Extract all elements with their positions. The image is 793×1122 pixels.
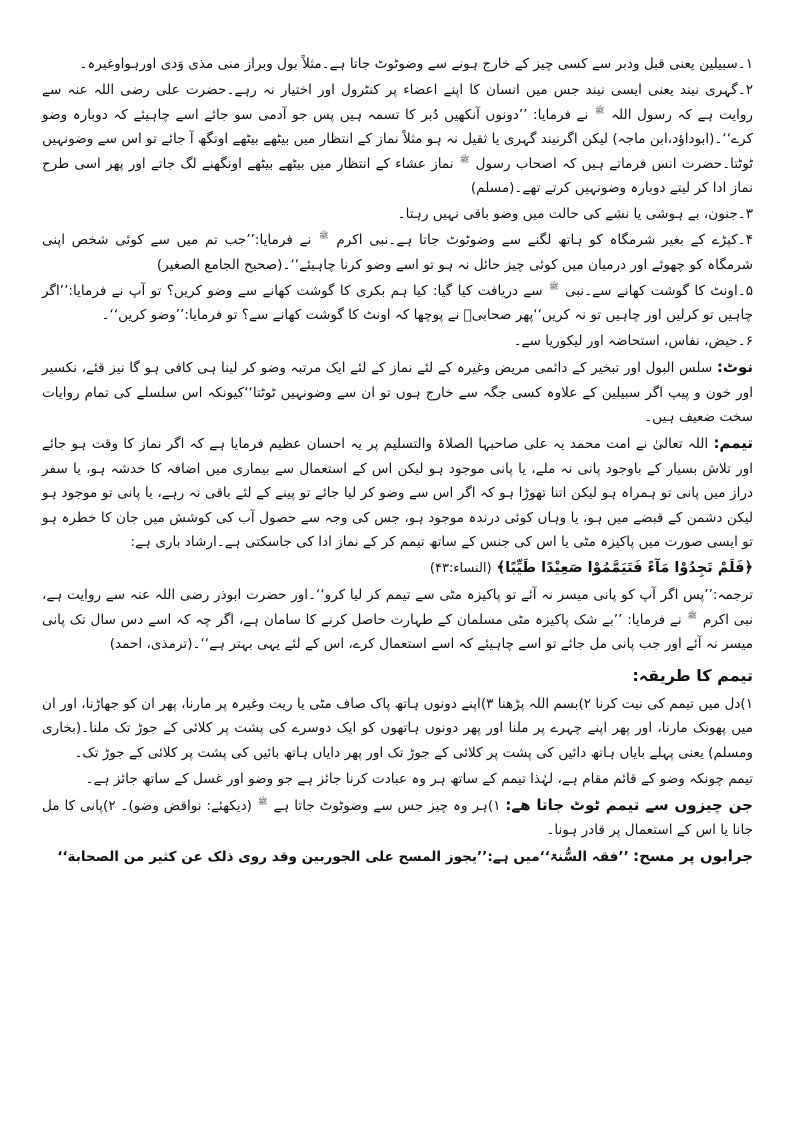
salutation-mark: ﷺ [459,154,470,164]
paragraph-socks [42,844,753,870]
text-camel-meat-b: سے دریافت کیا گیا: کیا ہم بکری کا گوشت کھانے سے وضو کریں؟ تو آپ نے فرمایا:’’اگر چاہیں تو کرلیں اور چاہیں تو نہ کریں‘‘پھر صحابیؓ نے پوچھا کہ اونٹ کا گوشت کھانے سے؟ تو فرمایا:’’وضو کریں‘‘۔ [42,282,753,323]
salutation-mark: ﷺ [257,796,268,806]
note-label: نوٹ: [716,358,753,376]
text-breakers-b: (دیکھئے: نواقض وضو)۔ ۲)پانی کا مل جانا یا اس کے استعمال پر قادر ہونا۔ [42,797,753,838]
salutation-mark: ﷺ [687,610,698,620]
text-deep-sleep-a: ۲۔گہری نیند یعنی ایسی نیند جس میں انسان کا اپنے اعضاء پر کنٹرول اور اختیار نہ رہے۔حضرت علی رضی اللہ عنہ سے روایت ہے کہ رسول اللہ [42,82,753,123]
paragraph-note [42,355,753,430]
text-sabeelain: ۱۔سبیلین یعنی قبل ودبر سے کسی چیز کے خارج ہونے سے وضوٹوٹ جاتا ہے۔مثلاً بول وبراز منی مذی وَدی اورہواوغیرہ۔ [79,56,753,72]
text-substitute: تیمم چونکہ وضو کے قائم مقام ہے، لہٰذا تیمم کے ساتھ ہر وہ عبادت کرنا جائز ہے جو وضو اور غسل کے ساتھ جائز ہے۔ [85,770,753,787]
quran-verse [42,556,753,581]
text-touching-a: ۴۔کپڑے کے بغیر شرمگاہ کو ہاتھ لگنے سے وضوٹوٹ جاتا ہے۔نبی اکرم [336,232,754,248]
tayammum-label: تیمم: [713,434,754,452]
paragraph-sabeelain [42,52,753,77]
text-method: ۱)دل میں تیمم کی نیت کرنا ۲)بسم اللہ پڑھنا ۳)اپنے دونوں ہاتھ پاک صاف مٹی یا ریت وغیرہ پر مارنا، پھر ان کو جھاڑنا، اور ان میں پھونک مارنا، اور پھر اپنے چہرے پر ملنا اور پھر دونوں ہاتھوں کو ایک دوسرے کی پشت پر کلائی کے جوڑ تک ملنا۔(بخاری ومسلم) یعنی پہلے بایاں ہاتھ دائیں کی پشت پر کلائی کے جوڑ تک اور پھر دایاں ہاتھ بائیں کی پشت پر کلائی کے جوڑ تک۔ [41,695,753,761]
text-insanity: ۳۔جنون، بے ہوشی یا نشے کی حالت میں وضو باقی نہیں رہتا۔ [397,206,753,222]
verse-reference: (النساء:۴۳) [429,561,492,576]
text-camel-meat-a: ۵۔اونٹ کا گوشت کھانے سے۔نبی [565,282,754,299]
text-translation-a: ترجمہ:’’پس اگر آپ کو پانی میسر نہ آئے تو پاکیزہ مٹی سے تیمم کر لیا کرو‘‘۔اور حضرت ابوذر رضی اللہ عنہ سے روایت ہے، نبی اکرم [42,587,753,628]
text-tayammum: اللہ تعالیٰ نے امت محمد یہ علی صاحبہا الصلاۃ والتسلیم پر یہ احسان عظیم فرمایا ہے کہ اگر نماز کا وقت ہو جائے اور تلاش بسیار کے باوجود پانی نہ ملے، یا پانی موجود ہو لیکن اس کے استعمال سے بیماری میں اضافہ کا خدشہ ہو، یا سفر دراز میں پانی تو ہمراہ ہو لیکن اتنا تھوڑا ہو کہ اگر اس سے وضو کر لیا جائے تو پینے کے لئے باقی نہ رہے، یا پانی تو موجود ہو لیکن دشمن کے قبضے میں ہو، یا وہاں کوئی درندہ موجود ہو، جس کی وجہ سے حصول آب کی کوشش میں جان کا خطرہ ہو تو ایسی صورت میں پاکیزہ مٹی یا اس کی جنس کے ساتھ تیمم کر کے نماز ادا کی جاسکتی ہے۔ارشاد باری ہے: [42,436,753,550]
salutation-mark: ﷺ [318,231,329,241]
salutation-mark: ﷺ [549,281,559,291]
paragraph-substitute [42,767,753,792]
text-touching-b: نے فرمایا:’’جب تم میں سے کوئی شخص اپنی شرمگاہ کو چھوئے اور درمیان میں کوئی چیز حائل نہ ہو تو اسے وضو کرنا چاہیئے‘‘۔(صحیح الجامع الصغیر) [42,232,753,273]
salutation-mark: ﷺ [594,105,605,115]
heading-socks: جرابوں پر مسح: [633,847,753,865]
text-translation-b: نے فرمایا: ’’بے شک پاکیزہ مٹی مسلمان کے طہارت حاصل کرنے کا سامان ہے، اگر چہ کہ اسے دس سال تک پانی میسر نہ آئے اور جب پانی مل جائے تو اسے چاہیئے کہ اسے استعمال کرے، اس کے لئے یہی بہتر ہے‘‘۔(ترمذی، احمد) [42,611,753,652]
text-deep-sleep-b: نے فرمایا: ’’دونوں آنکھیں دُبر کا تسمہ ہیں پس جو آدمی سو جائے اسے چاہیئے کہ دوبارہ وضو کرے‘‘۔(ابوداؤد،ابن ماجہ) لیکن اگرنیند گہری یا ثقیل نہ ہو مثلاً نماز کے انتظار میں بیٹھے بیٹھے اونگھ آ جائے تو اس سے وضونہیں ٹوٹتا۔حضرت انس فرماتے ہیں کہ اصحاب رسول [42,106,754,172]
paragraph-method [42,692,753,766]
verse-text: ﴿فَلَمْ تَجِدُوْا مَآءً فَتَيَمَّمُوْا صَعِيْدًا طَيِّبًا﴾ [496,560,753,576]
text-breakers-a: ۱)ہر وہ چیز جس سے وضوٹوٹ جاتا ہے [273,797,501,814]
paragraph-menstruation [42,329,753,354]
paragraph-breakers [42,793,753,843]
heading-tayammum-breakers: جن چیزوں سے تیمم ٹوٹ جاتا ھے: [505,795,753,814]
heading-tayammum-method: تیمم کا طریقہ: [632,665,753,685]
text-menstruation: ۶۔حیض، نفاس، استحاضہ اور لیکوریا سے۔ [513,333,753,349]
paragraph-translation [42,583,753,657]
paragraph-deep-sleep [42,78,753,201]
text-socks: ’’فقہ السُّنۃ‘‘میں ہے:’’يجوز المسح علی الجوربين وقد روی ذلک عن کثير من الصحابة‘‘ [57,849,629,865]
text-deep-sleep-c: نماز عشاء کے انتظار میں بیٹھے بیٹھے اونگھنے لگ جاتے اور پھر اسی طرح نماز ادا کر لیتے دوبارہ وضونہیں کرتے تھے۔(مسلم) [42,155,753,196]
paragraph-tayammum [42,431,753,555]
paragraph-insanity [42,202,753,227]
paragraph-touching [42,228,753,277]
text-note: سلس البول اور تبخیر کے دائمی مریض وغیرہ کے لئے نماز کے لئے ایک مرتبہ وضو کر لینا ہی کافی ہو گا نیز قئے، نکسیر اور خون و پیپ اگر سبیلین کے علاوہ کسی جگہ سے خارج ہوں تو ان سے وضونہیں ٹوٹتا‘‘کیونکہ اس سلسلے کی تمام روایات سخت ضعیف ہیں۔ [42,360,753,425]
paragraph-camel-meat [42,279,753,328]
